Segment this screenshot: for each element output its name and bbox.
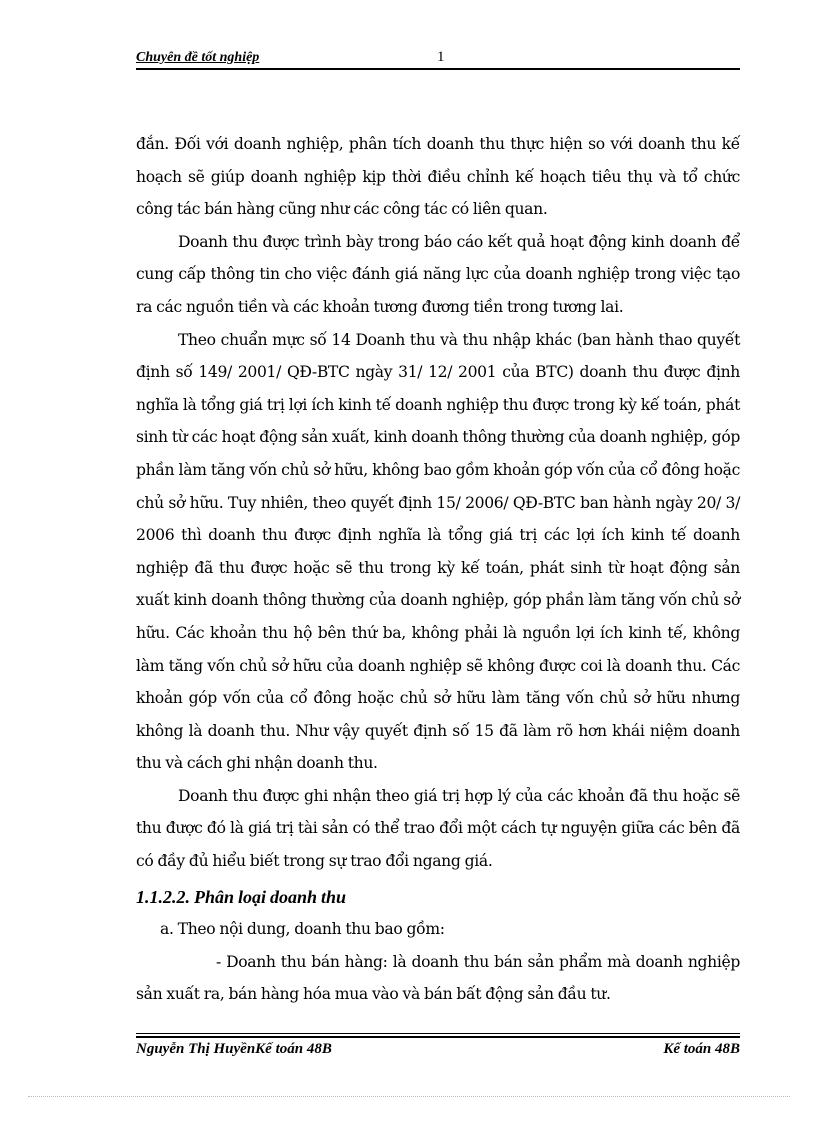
footer-author: Nguyễn Thị HuyềnKế toán 48B [136, 1041, 332, 1057]
page-bottom-edge [28, 1096, 790, 1097]
page-header [136, 49, 740, 70]
footer-class: Kế toán 48B [663, 1041, 740, 1057]
list-item-dash: - Doanh thu bán hàng: là doanh thu bán sản phẩm mà doanh nghiệp sản xuất ra, bán hàng hóa mua vào và bán bất động sản đầu tư. [136, 952, 740, 1004]
paragraph: Doanh thu được trình bày trong báo cáo kết quả hoạt động kinh doanh để cung cấp thông tin cho việc đánh giá năng lực của doanh nghiệp trong việc tạo ra các nguồn tiền và các khoản tương đương tiền trong tương lai. [136, 232, 740, 316]
footer-divider [136, 1033, 740, 1034]
paragraph-continued: đắn. Đối với doanh nghiệp, phân tích doanh thu thực hiện so với doanh thu kế hoạch sẽ giúp doanh nghiệp kịp thời điều chỉnh kế hoạch tiêu thụ và tổ chức công tác bán hàng cũng như các công tác có liên quan. [136, 135, 740, 219]
header-title: Chuyên đề tốt nghiệp [136, 50, 260, 65]
paragraph: Doanh thu được ghi nhận theo giá trị hợp lý của các khoản đã thu hoặc sẽ thu được đó là giá trị tài sản có thể trao đổi một cách tự nguyện giữa các bên đã có đầy đủ hiểu biết trong sự trao đổi ngang giá. [136, 786, 740, 871]
section-heading: 1.1.2.2. Phân loại doanh thu [136, 886, 347, 907]
list-item-a: a. Theo nội dung, doanh thu bao gồm: [160, 920, 445, 939]
paragraph: Theo chuẩn mực số 14 Doanh thu và thu nhập khác (ban hành thao quyết định số 149/ 2001/ QĐ-BTC ngày 31/ 12/ 2001 của BTC) doanh thu được định nghĩa là tổng giá trị lợi ích kinh tế doanh nghiệp thu được trong kỳ kế toán, phát sinh từ các hoạt động sản xuất, kinh doanh thông thường của doanh nghiệp, góp phần làm tăng vốn chủ sở hữu, không bao gồm khoản góp vốn của cổ đông hoặc chủ sở hữu. Tuy nhiên, theo quyết định 15/ 2006/ QĐ-BTC ban hành ngày 20/ 3/ 2006 thì doanh thu được định nghĩa là tổng giá trị các lợi ích kinh tế doanh nghiệp đã thu được hoặc sẽ thu trong kỳ kế toán, phát sinh từ hoạt động sản xuất kinh doanh thông thường của doanh nghiệp, góp phần làm tăng vốn chủ sở hữu. Các khoản thu hộ bên thứ ba, không phải là nguồn lợi ích kinh tế, không làm tăng vốn chủ sở hữu của doanh nghiệp sẽ không được coi là doanh thu. Các khoản góp vốn của cổ đông hoặc chủ sở hữu làm tăng vốn chủ sở hữu nhưng không là doanh thu. Như vậy quyết định số 15 đã làm rõ hơn khái niệm doanh thu và cách ghi nhận doanh thu. [136, 330, 740, 773]
document-body [136, 128, 740, 1011]
page-number: 1 [437, 49, 445, 65]
footer-divider-thick [136, 1036, 740, 1038]
